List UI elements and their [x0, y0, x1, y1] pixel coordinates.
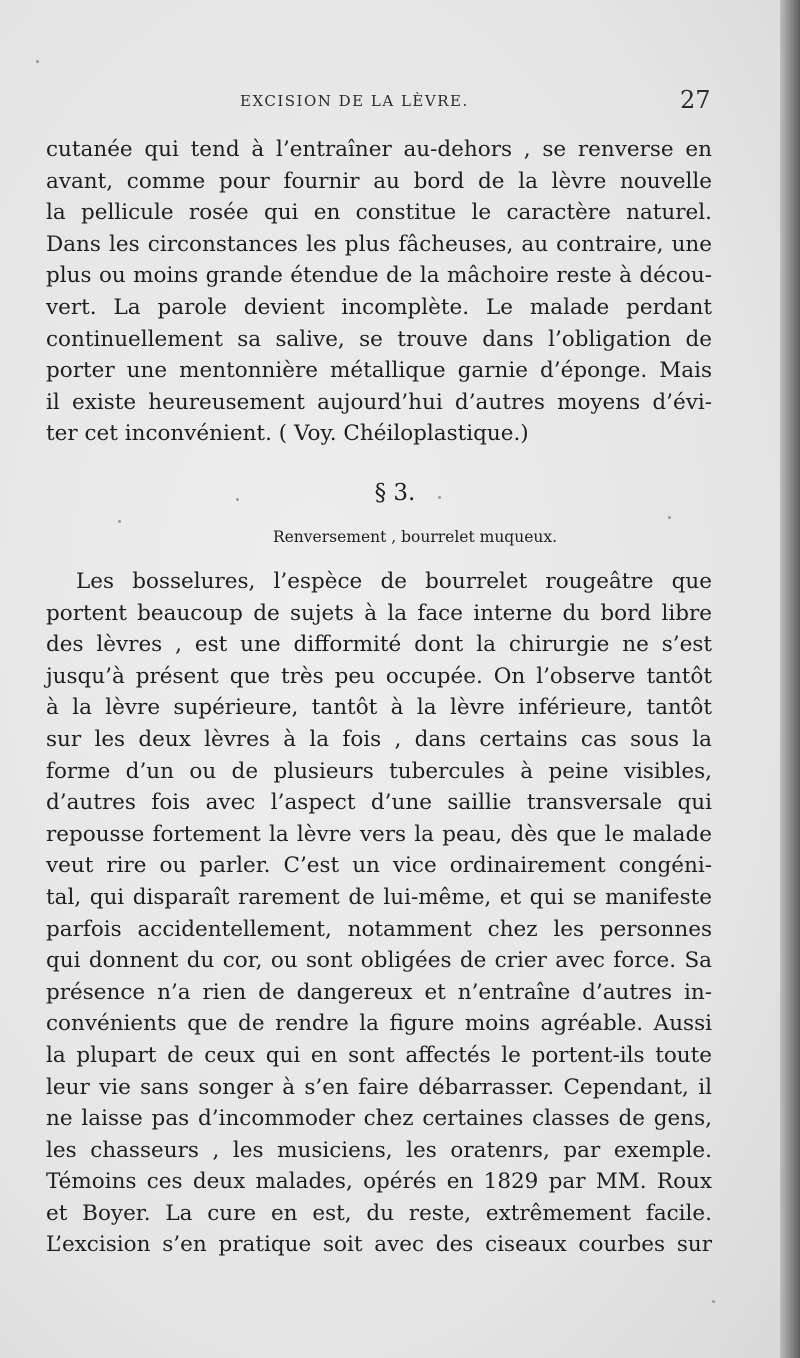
paper-speck — [438, 496, 441, 499]
paragraph-2 — [46, 566, 712, 1261]
paper-speck — [36, 60, 39, 63]
text-line: porter une mentonnière métallique garnie d’éponge. Mais — [46, 358, 712, 384]
text-line: la pellicule rosée qui en constitue le caractère naturel. — [46, 200, 712, 226]
text-line: leur vie sans songer à s’en faire débarrasser. Cependant, il — [46, 1074, 712, 1100]
section-subheading: Renversement , bourrelet muqueux. — [272, 528, 558, 546]
text-line: jusqu’à présent que très peu occupée. On l’observe tantôt — [46, 663, 712, 689]
paper-speck — [668, 516, 671, 519]
text-line: convénients que de rendre la figure moins agréable. Aussi — [46, 1011, 712, 1037]
text-line: avant, comme pour fournir au bord de la lèvre nouvelle — [46, 168, 712, 194]
paper-speck — [118, 520, 121, 523]
text-line: et Boyer. La cure en est, du reste, extrêmement facile. — [46, 1200, 712, 1226]
text-line: vert. La parole devient incomplète. Le malade perdant — [46, 294, 712, 320]
text-line: cutanée qui tend à l’entraîner au-dehors , se renverse en — [46, 137, 712, 162]
text-line: qui donnent du cor, ou sont obligées de crier avec force. Sa — [46, 948, 712, 974]
text-line: Les bosselures, l’espèce de bourrelet rougeâtre que — [76, 569, 712, 594]
page-number: 27 — [680, 86, 711, 114]
text-line: d’autres fois avec l’aspect d’une saillie transversale qui — [46, 790, 712, 816]
paper-speck — [236, 498, 239, 501]
section-mark: § 3. — [374, 480, 416, 506]
text-line: présence n’a rien de dangereux et n’entraîne d’autres in- — [46, 979, 712, 1005]
text-line: portent beaucoup de sujets à la face interne du bord libre — [46, 600, 712, 626]
text-line: tal, qui disparaît rarement de lui-même, et qui se manifeste — [46, 884, 712, 910]
text-line: Témoins ces deux malades, opérés en 1829 par MM. Roux — [46, 1169, 712, 1195]
paragraph-1 — [46, 134, 712, 450]
text-line: continuellement sa salive, se trouve dans l’obligation de — [46, 326, 712, 352]
text-line: les chasseurs , les musiciens, les oratenrs, par exemple. — [46, 1137, 712, 1163]
text-line: il existe heureusement aujourd’hui d’autres moyens d’évi- — [46, 389, 712, 415]
running-head: EXCISION DE LA LÈVRE. — [240, 92, 469, 110]
text-line: ne laisse pas d’incommoder chez certaines classes de gens, — [46, 1106, 712, 1132]
text-line: ter cet inconvénient. ( Voy. Chéiloplastique.) — [46, 421, 529, 447]
text-line: plus ou moins grande étendue de la mâchoire reste à décou- — [46, 263, 712, 289]
text-line: sur les deux lèvres à la fois , dans certains cas sous la — [46, 726, 712, 752]
text-line: la plupart de ceux qui en sont affectés le portent-ils toute — [46, 1042, 712, 1068]
text-line: à la lèvre supérieure, tantôt à la lèvre inférieure, tantôt — [46, 695, 712, 721]
text-line: L’excision s’en pratique soit avec des ciseaux courbes sur — [46, 1232, 712, 1258]
text-line: repousse fortement la lèvre vers la peau, dès que le malade — [46, 821, 712, 847]
page-edge — [780, 0, 800, 1358]
paper-speck — [712, 1300, 715, 1303]
text-line: Dans les circonstances les plus fâcheuses, au contraire, une — [46, 231, 712, 257]
text-line: parfois accidentellement, notamment chez les personnes — [46, 916, 712, 942]
text-line: des lèvres , est une difformité dont la chirurgie ne s’est — [46, 632, 712, 658]
text-line: forme d’un ou de plusieurs tubercules à peine visibles, — [46, 758, 712, 784]
text-line: veut rire ou parler. C’est un vice ordinairement congéni- — [46, 853, 712, 879]
